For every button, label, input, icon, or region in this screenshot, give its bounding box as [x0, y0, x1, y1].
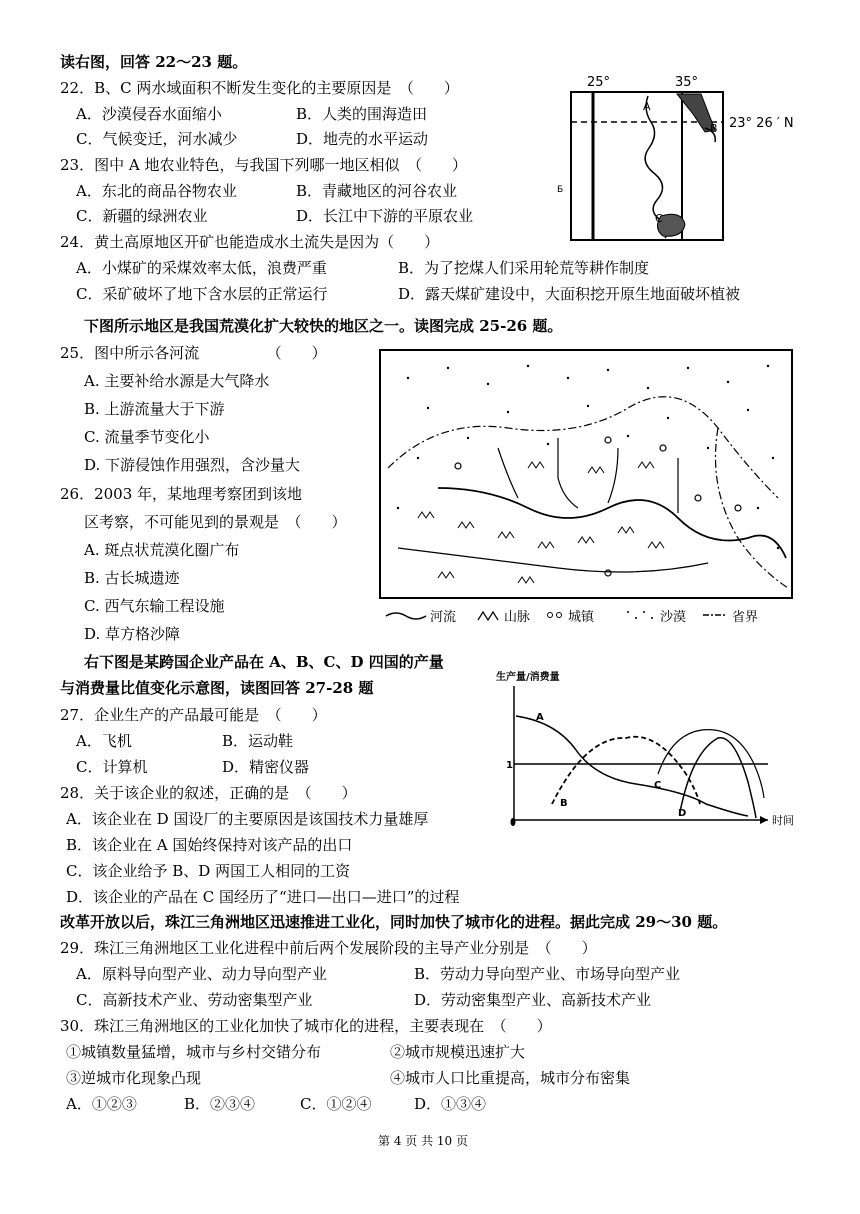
q24-stem: 24．黄土高原地区开矿也能造成水土流失是因为（ ） [60, 233, 440, 251]
tributary [558, 438, 578, 508]
q23-option-d[interactable]: D．长江中下游的平原农业 [296, 207, 474, 225]
curve-a [516, 716, 748, 816]
x-axis-arrow [760, 816, 768, 824]
curve-b-label: B [560, 798, 568, 809]
q27-option-b[interactable]: B．运动鞋 [222, 732, 294, 750]
southern-river [398, 548, 708, 572]
q27-option-c[interactable]: C．计算机 [76, 758, 148, 776]
q26-option-c[interactable]: C. 西气东输工程设施 [84, 597, 225, 615]
q30-option-a[interactable]: A．①②③ [66, 1095, 137, 1113]
map-red-sea-region [555, 70, 815, 246]
q24-option-b[interactable]: B．为了挖煤人们采用轮荒等耕作制度 [398, 259, 650, 277]
q25-stem: 25．图中所示各河流 （ ） [60, 344, 327, 362]
q29-option-c[interactable]: C．高新技术产业、劳动密集型产业 [76, 991, 313, 1009]
q27-option-a[interactable]: A．飞机 [76, 732, 132, 750]
legend-river-symbol [386, 613, 426, 619]
q23-stem: 23．图中 A 地农业特色，与我国下列哪一地区相似 （ ） [60, 156, 467, 174]
q22-option-d[interactable]: D．地壳的水平运动 [296, 130, 429, 148]
q27-stem: 27．企业生产的产品最可能是 （ ） [60, 706, 327, 724]
q24-option-d[interactable]: D．露天煤矿建设中，大面积挖开原生地面破坏植被 [398, 285, 741, 303]
q30-option-b[interactable]: B．②③④ [184, 1095, 256, 1113]
q25-option-c[interactable]: C. 流量季节变化小 [84, 428, 210, 446]
tributary [608, 448, 618, 503]
q28-option-c[interactable]: C．该企业给予 B、D 两国工人相同的工资 [66, 862, 351, 880]
longitude-25-label: 25° [587, 75, 611, 90]
intro-29-30: 改革开放以后，珠江三角洲地区迅速推进工业化，同时加快了城市化的进程。据此完成 29～30 题。 [60, 913, 728, 931]
q29-stem: 29．珠江三角洲地区工业化进程中前后两个发展阶段的主导产业分别是 （ ） [60, 939, 597, 957]
q26-stem-2: 区考察，不可能见到的景观是 （ ） [84, 513, 347, 531]
q22-option-c[interactable]: C．气候变迁，河水减少 [76, 130, 238, 148]
intro-27-28-line1: 右下图是某跨国企业产品在 A、B、C、D 四国的产量 [84, 653, 444, 671]
q23-option-a[interactable]: A．东北的商品谷物农业 [76, 182, 237, 200]
mountain-symbols [418, 462, 664, 583]
curve-d-label: D [678, 808, 687, 819]
intro-27-28-line2: 与消费量比值变化示意图，读图回答 27-28 题 [60, 679, 374, 697]
longitude-35-label: 35° [675, 75, 699, 90]
q22-option-b[interactable]: B．人类的围海造田 [296, 105, 428, 123]
q29-option-a[interactable]: A．原料导向型产业、动力导向型产业 [76, 965, 327, 983]
q26-option-a[interactable]: A. 斑点状荒漠化圈广布 [84, 541, 240, 559]
q30-item-1: ①城镇数量猛增，城市与乡村交错分布 [66, 1043, 322, 1061]
q28-stem: 28．关于该企业的叙述，正确的是 （ ） [60, 784, 357, 802]
town-symbols [455, 437, 741, 576]
q22-option-a[interactable]: A．沙漠侵吞水面缩小 [76, 105, 222, 123]
desert-dots [397, 365, 779, 549]
legend-desert-symbol [627, 611, 653, 619]
map2-legend [386, 609, 758, 625]
intro-22-23: 读右图，回答 22～23 题。 [60, 53, 248, 71]
label-c: C [655, 212, 663, 225]
label-a: A [643, 100, 651, 113]
tropic-label: 23° 26 ′ N [729, 116, 794, 131]
q25-option-a[interactable]: A. 主要补给水源是大气降水 [84, 372, 270, 390]
q30-item-3: ③逆城市化现象凸现 [66, 1069, 202, 1087]
ratio-graph [486, 664, 806, 834]
q26-stem-1: 26．2003 年，某地理考察团到该地 [60, 485, 303, 503]
q29-option-b[interactable]: B．劳动力导向型产业、市场导向型产业 [414, 965, 681, 983]
q28-option-a[interactable]: A．该企业在 D 国设厂的主要原因是该国技术力量雄厚 [66, 810, 429, 828]
graph-ylabel: 生产量/消费量 [496, 672, 560, 683]
main-river [438, 488, 786, 558]
q30-item-2: ②城市规模迅速扩大 [390, 1043, 526, 1061]
tributary [498, 448, 518, 498]
legend-mountain-symbol [478, 612, 498, 620]
q30-item-4: ④城市人口比重提高，城市分布密集 [390, 1069, 631, 1087]
graph-one-label: 1 [506, 760, 513, 771]
q27-option-d[interactable]: D．精密仪器 [222, 758, 310, 776]
curve-c-label: C [654, 780, 662, 791]
q25-option-b[interactable]: B. 上游流量大于下游 [84, 400, 225, 418]
curve-a-label: A [536, 712, 544, 723]
province-border-2 [716, 428, 789, 588]
province-border [388, 397, 778, 498]
intro-25-26: 下图所示地区是我国荒漠化扩大较快的地区之一。读图完成 25-26 题。 [84, 317, 563, 335]
q30-option-c[interactable]: C．①②④ [300, 1095, 372, 1113]
q22-stem: 22．B、C 两水域面积不断发生变化的主要原因是 （ ） [60, 79, 459, 97]
q29-option-d[interactable]: D．劳动密集型产业、高新技术产业 [414, 991, 652, 1009]
side-mark: Б [557, 185, 564, 195]
q30-stem: 30．珠江三角洲地区的工业化加快了城市化的进程，主要表现在 （ ） [60, 1017, 552, 1035]
legend-river: 河流 [430, 610, 457, 625]
legend-mountain: 山脉 [504, 610, 531, 625]
label-b: B [710, 122, 718, 135]
q23-option-c[interactable]: C．新疆的绿洲农业 [76, 207, 208, 225]
legend-border: 省界 [732, 610, 759, 625]
map-desertification-region [378, 348, 798, 636]
q26-option-b[interactable]: B. 古长城遗迹 [84, 569, 180, 587]
q24-option-c[interactable]: C．采矿破坏了地下含水层的正常运行 [76, 285, 328, 303]
legend-town: 城镇 [568, 610, 595, 625]
q24-option-a[interactable]: A．小煤矿的采煤效率太低，浪费严重 [76, 259, 327, 277]
q28-option-d[interactable]: D．该企业的产品在 C 国经历了“进口—出口—进口”的过程 [66, 888, 460, 906]
q30-option-d[interactable]: D．①③④ [414, 1095, 487, 1113]
q26-option-d[interactable]: D. 草方格沙障 [84, 625, 181, 643]
page-footer: 第 4 页 共 10 页 [378, 1134, 468, 1148]
origin-mark [511, 818, 516, 826]
legend-desert: 沙漠 [660, 610, 687, 625]
q23-option-b[interactable]: B．青藏地区的河谷农业 [296, 182, 458, 200]
q28-option-b[interactable]: B．该企业在 A 国始终保持对该产品的出口 [66, 836, 353, 854]
graph-xlabel: 时间 [772, 814, 794, 827]
q25-option-d[interactable]: D. 下游侵蚀作用强烈，含沙量大 [84, 456, 301, 474]
map2-frame [380, 350, 792, 598]
legend-town-symbol [548, 613, 553, 618]
curve-d [680, 738, 756, 818]
